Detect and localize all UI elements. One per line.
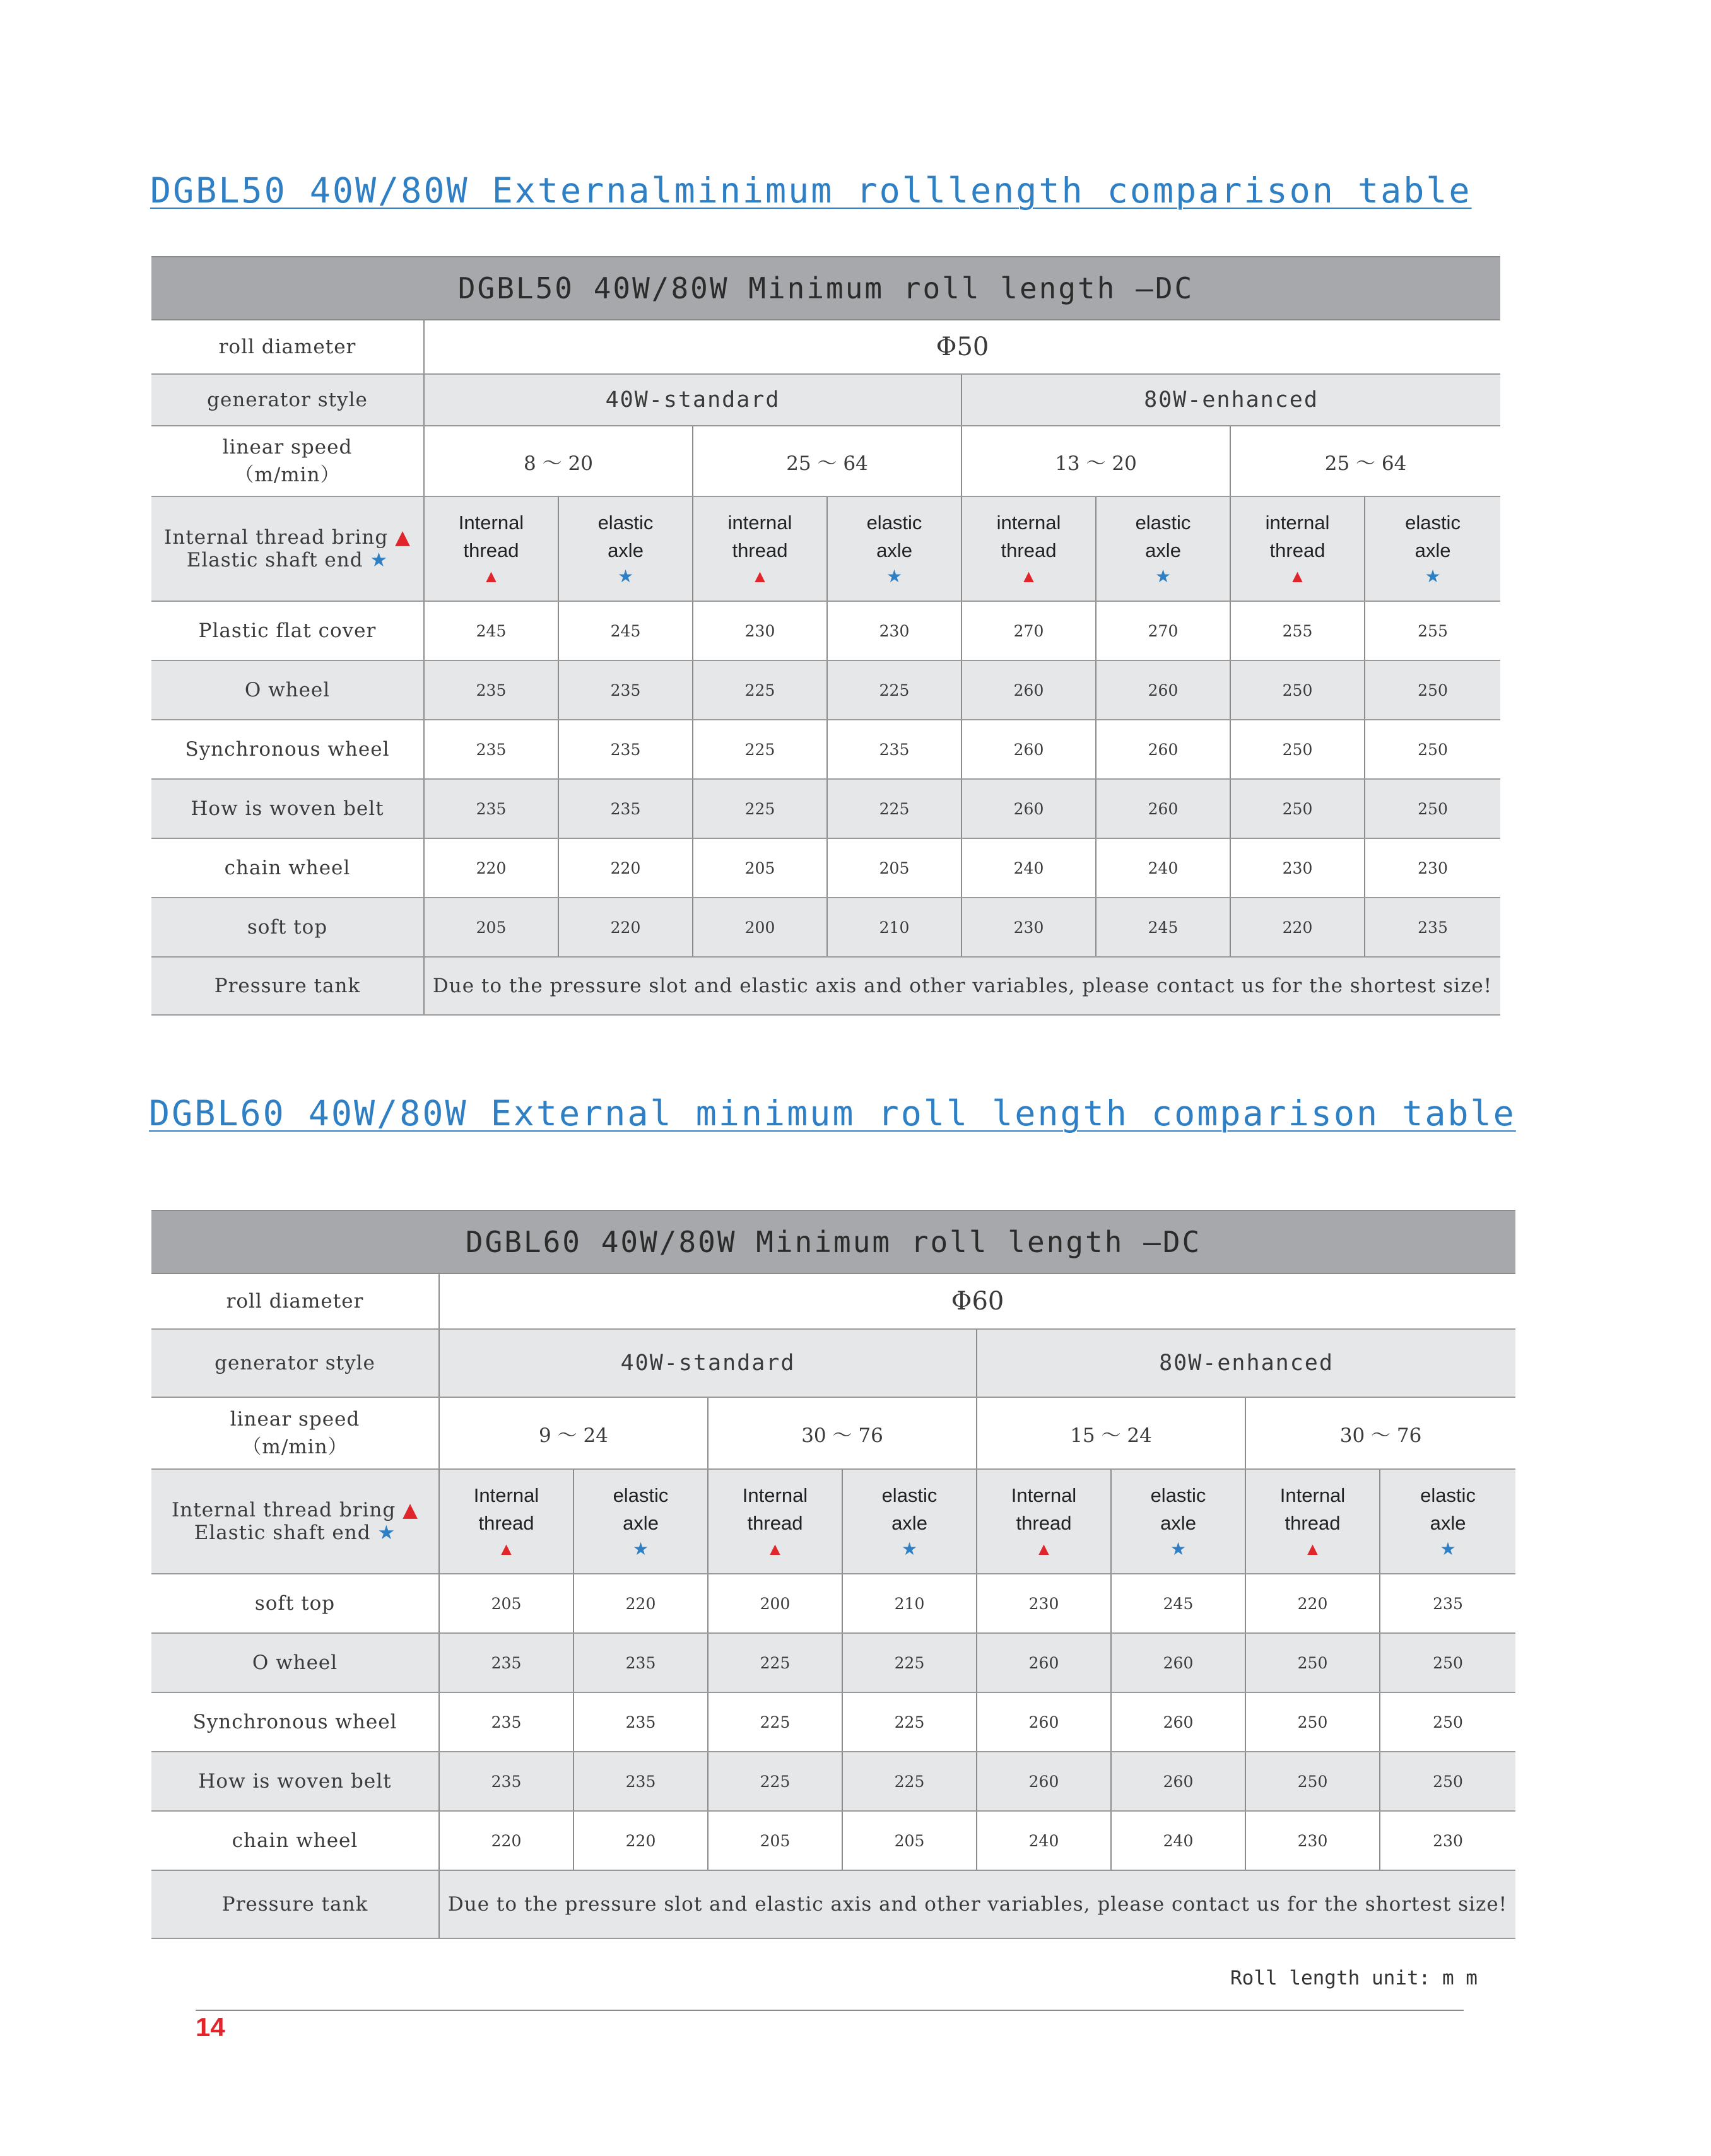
row-label: Plastic flat cover xyxy=(151,601,424,660)
value-cell: 230 xyxy=(961,898,1096,957)
value-cell: 255 xyxy=(1365,601,1500,660)
style-standard: 40W-standard xyxy=(424,374,961,426)
value-cell: 235 xyxy=(558,660,693,720)
roll-length-unit: Roll length unit: m m xyxy=(1230,1967,1478,1989)
table-row xyxy=(151,720,1500,779)
star-icon: ★ xyxy=(886,566,903,586)
row-label: soft top xyxy=(151,1574,439,1633)
table-row xyxy=(151,1574,1515,1633)
value-cell: 270 xyxy=(1096,601,1230,660)
value-cell: 260 xyxy=(1096,720,1230,779)
value-cell: 240 xyxy=(977,1811,1111,1870)
sub-header: elastic axle ★ xyxy=(1380,1469,1515,1574)
value-cell: 250 xyxy=(1245,1692,1380,1752)
value-cell: 235 xyxy=(573,1692,708,1752)
roll-diameter-label: roll diameter xyxy=(151,320,424,374)
value-cell: 205 xyxy=(708,1811,842,1870)
value-cell: 260 xyxy=(1096,660,1230,720)
table-header: DGBL60 40W/80W Minimum roll length —DC xyxy=(151,1210,1515,1274)
value-cell: 235 xyxy=(827,720,961,779)
shaft-end-legend xyxy=(151,496,424,601)
table-row xyxy=(151,1633,1515,1692)
elastic-shaft-label: Elastic shaft end xyxy=(186,549,363,571)
dgbl50-table xyxy=(151,256,1500,1016)
triangle-icon: ▲ xyxy=(497,1539,515,1559)
sub-header: elastic axle ★ xyxy=(1096,496,1230,601)
value-cell: 245 xyxy=(1096,898,1230,957)
value-cell: 205 xyxy=(827,838,961,898)
generator-style-label: generator style xyxy=(151,1329,439,1397)
speed-range: 25 ～ 64 xyxy=(693,426,961,496)
value-cell: 235 xyxy=(558,720,693,779)
value-cell: 245 xyxy=(424,601,558,660)
value-cell: 240 xyxy=(961,838,1096,898)
row-label: How is woven belt xyxy=(151,1752,439,1811)
linear-speed-unit: （m/min） xyxy=(242,1435,348,1458)
row-label: O wheel xyxy=(151,660,424,720)
footer-divider xyxy=(196,2010,1464,2011)
row-label: chain wheel xyxy=(151,838,424,898)
value-cell: 250 xyxy=(1380,1692,1515,1752)
value-cell: 230 xyxy=(977,1574,1111,1633)
value-cell: 250 xyxy=(1380,1633,1515,1692)
value-cell: 245 xyxy=(558,601,693,660)
value-cell: 235 xyxy=(439,1692,573,1752)
value-cell: 225 xyxy=(842,1692,977,1752)
value-cell: 250 xyxy=(1245,1633,1380,1692)
value-cell: 230 xyxy=(1365,838,1500,898)
value-cell: 225 xyxy=(842,1633,977,1692)
value-cell: 260 xyxy=(1111,1752,1245,1811)
value-cell: 250 xyxy=(1230,720,1365,779)
triangle-icon: ▲ xyxy=(403,1499,418,1521)
section-title-dgbl60: DGBL60 40W/80W External minimum roll length comparison table xyxy=(149,1093,1516,1134)
value-cell: 230 xyxy=(1230,838,1365,898)
row-label: soft top xyxy=(151,898,424,957)
value-cell: 230 xyxy=(827,601,961,660)
value-cell: 225 xyxy=(693,720,827,779)
value-cell: 260 xyxy=(1111,1633,1245,1692)
pressure-tank-note: Due to the pressure slot and elastic axis and other variables, please contact us for the shortest size! xyxy=(439,1870,1515,1938)
table-row xyxy=(151,898,1500,957)
triangle-icon: ▲ xyxy=(482,566,500,586)
dgbl60-table xyxy=(151,1210,1515,1939)
value-cell: 260 xyxy=(977,1633,1111,1692)
star-icon: ★ xyxy=(1425,566,1441,586)
pressure-tank-label: Pressure tank xyxy=(151,957,424,1015)
roll-diameter-value: Φ50 xyxy=(424,320,1500,374)
value-cell: 260 xyxy=(1096,779,1230,838)
value-cell: 235 xyxy=(424,660,558,720)
value-cell: 245 xyxy=(1111,1574,1245,1633)
page-number: 14 xyxy=(196,2012,225,2042)
elastic-shaft-label: Elastic shaft end xyxy=(194,1521,371,1544)
value-cell: 240 xyxy=(1096,838,1230,898)
value-cell: 250 xyxy=(1230,660,1365,720)
value-cell: 250 xyxy=(1365,720,1500,779)
speed-range: 30 ～ 76 xyxy=(1245,1397,1515,1469)
style-enhanced: 80W-enhanced xyxy=(977,1329,1515,1397)
value-cell: 260 xyxy=(961,720,1096,779)
value-cell: 220 xyxy=(1245,1574,1380,1633)
value-cell: 235 xyxy=(439,1752,573,1811)
value-cell: 210 xyxy=(842,1574,977,1633)
shaft-end-legend xyxy=(151,1469,439,1574)
value-cell: 225 xyxy=(708,1752,842,1811)
value-cell: 220 xyxy=(558,898,693,957)
linear-speed-text: linear speed xyxy=(222,435,353,459)
value-cell: 205 xyxy=(439,1574,573,1633)
triangle-icon: ▲ xyxy=(395,526,411,549)
value-cell: 260 xyxy=(961,660,1096,720)
value-cell: 225 xyxy=(708,1692,842,1752)
value-cell: 260 xyxy=(1111,1692,1245,1752)
generator-style-label: generator style xyxy=(151,374,424,426)
row-label: chain wheel xyxy=(151,1811,439,1870)
value-cell: 235 xyxy=(573,1752,708,1811)
sub-header: Internal thread ▲ xyxy=(977,1469,1111,1574)
value-cell: 220 xyxy=(1230,898,1365,957)
value-cell: 225 xyxy=(827,660,961,720)
triangle-icon: ▲ xyxy=(1035,1539,1053,1559)
value-cell: 220 xyxy=(439,1811,573,1870)
value-cell: 235 xyxy=(439,1633,573,1692)
value-cell: 235 xyxy=(1380,1574,1515,1633)
table-row xyxy=(151,1692,1515,1752)
style-enhanced: 80W-enhanced xyxy=(961,374,1500,426)
table-row xyxy=(151,1752,1515,1811)
style-standard: 40W-standard xyxy=(439,1329,977,1397)
value-cell: 235 xyxy=(424,779,558,838)
triangle-icon: ▲ xyxy=(1303,1539,1322,1559)
triangle-icon: ▲ xyxy=(751,566,769,586)
pressure-tank-note: Due to the pressure slot and elastic axis and other variables, please contact us for the shortest size! xyxy=(424,957,1500,1015)
table-row xyxy=(151,779,1500,838)
sub-header: elastic axle ★ xyxy=(842,1469,977,1574)
value-cell: 225 xyxy=(693,779,827,838)
value-cell: 235 xyxy=(424,720,558,779)
value-cell: 250 xyxy=(1365,660,1500,720)
row-label: Synchronous wheel xyxy=(151,720,424,779)
sub-header: internal thread ▲ xyxy=(693,496,827,601)
value-cell: 250 xyxy=(1245,1752,1380,1811)
star-icon: ★ xyxy=(632,1539,649,1559)
value-cell: 260 xyxy=(961,779,1096,838)
speed-range: 25 ～ 64 xyxy=(1230,426,1500,496)
section-title-dgbl50: DGBL50 40W/80W Externalminimum rolllength comparison table xyxy=(150,170,1472,211)
sub-header: internal thread ▲ xyxy=(961,496,1096,601)
value-cell: 230 xyxy=(1380,1811,1515,1870)
row-label: Synchronous wheel xyxy=(151,1692,439,1752)
value-cell: 255 xyxy=(1230,601,1365,660)
triangle-icon: ▲ xyxy=(1288,566,1307,586)
roll-diameter-label: roll diameter xyxy=(151,1274,439,1329)
row-label: O wheel xyxy=(151,1633,439,1692)
value-cell: 230 xyxy=(1245,1811,1380,1870)
table-row xyxy=(151,838,1500,898)
sub-header: elastic axle ★ xyxy=(558,496,693,601)
star-icon: ★ xyxy=(1155,566,1172,586)
value-cell: 260 xyxy=(977,1752,1111,1811)
value-cell: 235 xyxy=(558,779,693,838)
value-cell: 270 xyxy=(961,601,1096,660)
value-cell: 205 xyxy=(842,1811,977,1870)
linear-speed-label xyxy=(151,426,424,496)
value-cell: 250 xyxy=(1365,779,1500,838)
internal-thread-label: Internal thread bring xyxy=(164,526,389,549)
value-cell: 225 xyxy=(827,779,961,838)
value-cell: 225 xyxy=(693,660,827,720)
value-cell: 200 xyxy=(708,1574,842,1633)
speed-range: 30 ～ 76 xyxy=(708,1397,977,1469)
value-cell: 225 xyxy=(842,1752,977,1811)
table-row xyxy=(151,1811,1515,1870)
star-icon: ★ xyxy=(1170,1539,1187,1559)
value-cell: 220 xyxy=(573,1574,708,1633)
sub-header: elastic axle ★ xyxy=(827,496,961,601)
linear-speed-text: linear speed xyxy=(230,1407,360,1431)
table-header: DGBL50 40W/80W Minimum roll length —DC xyxy=(151,257,1500,320)
table-row xyxy=(151,660,1500,720)
sub-header: elastic axle ★ xyxy=(573,1469,708,1574)
value-cell: 210 xyxy=(827,898,961,957)
triangle-icon: ▲ xyxy=(1020,566,1038,586)
linear-speed-label xyxy=(151,1397,439,1469)
sub-header: Internal thread ▲ xyxy=(708,1469,842,1574)
speed-range: 9 ～ 24 xyxy=(439,1397,708,1469)
value-cell: 220 xyxy=(573,1811,708,1870)
star-icon: ★ xyxy=(617,566,634,586)
table-row xyxy=(151,601,1500,660)
value-cell: 200 xyxy=(693,898,827,957)
triangle-icon: ▲ xyxy=(766,1539,784,1559)
sub-header: internal thread ▲ xyxy=(1230,496,1365,601)
sub-header: elastic axle ★ xyxy=(1111,1469,1245,1574)
star-icon: ★ xyxy=(901,1539,918,1559)
speed-range: 15 ～ 24 xyxy=(977,1397,1245,1469)
value-cell: 235 xyxy=(573,1633,708,1692)
value-cell: 230 xyxy=(693,601,827,660)
star-icon: ★ xyxy=(370,549,389,571)
speed-range: 8 ～ 20 xyxy=(424,426,693,496)
sub-header: elastic axle ★ xyxy=(1365,496,1500,601)
sub-header: Internal thread ▲ xyxy=(1245,1469,1380,1574)
value-cell: 250 xyxy=(1380,1752,1515,1811)
speed-range: 13 ～ 20 xyxy=(961,426,1230,496)
value-cell: 250 xyxy=(1230,779,1365,838)
pressure-tank-label: Pressure tank xyxy=(151,1870,439,1938)
value-cell: 220 xyxy=(558,838,693,898)
value-cell: 260 xyxy=(977,1692,1111,1752)
value-cell: 205 xyxy=(693,838,827,898)
value-cell: 235 xyxy=(1365,898,1500,957)
internal-thread-label: Internal thread bring xyxy=(172,1499,396,1521)
roll-diameter-value: Φ60 xyxy=(439,1274,1515,1329)
sub-header: Internal thread ▲ xyxy=(439,1469,573,1574)
star-icon: ★ xyxy=(1440,1539,1456,1559)
sub-header: Internal thread ▲ xyxy=(424,496,558,601)
row-label: How is woven belt xyxy=(151,779,424,838)
value-cell: 205 xyxy=(424,898,558,957)
value-cell: 220 xyxy=(424,838,558,898)
value-cell: 240 xyxy=(1111,1811,1245,1870)
linear-speed-unit: （m/min） xyxy=(234,463,341,486)
star-icon: ★ xyxy=(377,1521,396,1544)
value-cell: 225 xyxy=(708,1633,842,1692)
